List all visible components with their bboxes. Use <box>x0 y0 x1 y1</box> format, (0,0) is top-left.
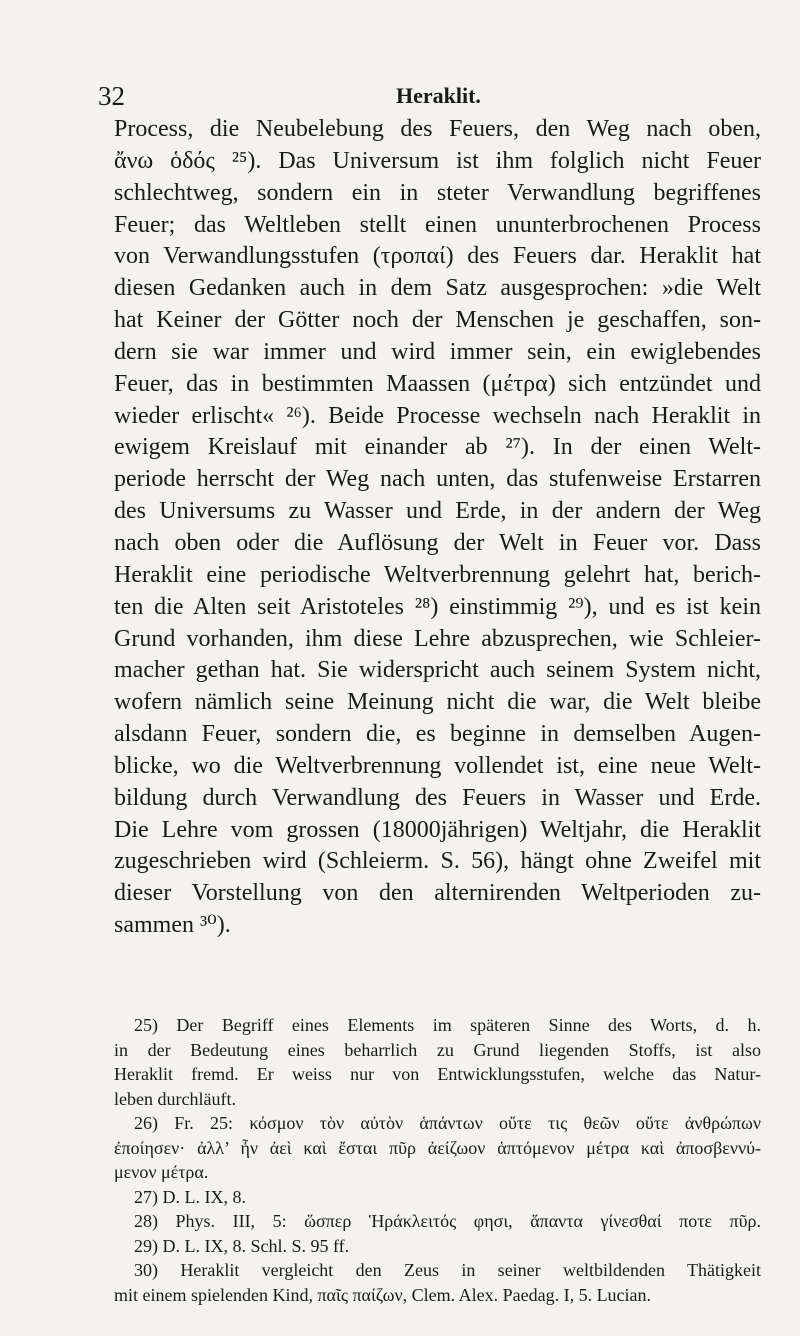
footnote-line: mit einem spielenden Kind, παῖς παίζων, Clem. Alex. Paedag. I, 5. Lucian. <box>114 1284 652 1305</box>
text-line: Grund vorhanden, ihm diese Lehre abzusprechen, wie Schleier- <box>114 625 761 652</box>
footnote-line: 28) Phys. III, 5: ὥσπερ Ἡράκλειτός φησι, ἅπαντα γίνεσθαί ποτε πῦρ. <box>134 1211 761 1231</box>
text-line: schlechtweg, sondern ein in steter Verwandlung begriffenes <box>114 179 761 206</box>
text-line: periode herrscht der Weg nach unten, das stufenweise Erstarren <box>114 466 761 493</box>
footnote-line: 26) Fr. 25: κόσμον τὸν αὐτὸν ἁπάντων οὔτε τις θεῶν οὔτε ἀνθρώπων <box>134 1113 761 1133</box>
text-line: Feuer, das in bestimmten Maassen (μέτρα) sich entzündet und <box>114 370 761 397</box>
text-line: ten die Alten seit Aristoteles ²⁸) einstimmig ²⁹), und es ist kein <box>114 593 761 620</box>
footnote-line: leben durchläuft. <box>114 1088 236 1109</box>
text-line: dieser Vorstellung von den alternirenden Weltperioden zu- <box>114 880 761 907</box>
text-line: Process, die Neubelebung des Feuers, den Weg nach oben, <box>114 116 761 142</box>
footnotes <box>114 1013 761 1307</box>
footnote-line: 27) D. L. IX, 8. <box>134 1186 246 1207</box>
text-line: ἄνω ὁδός ²⁵). Das Universum ist ihm folglich nicht Feuer <box>114 147 761 174</box>
text-line: des Universums zu Wasser und Erde, in der andern der Weg <box>114 498 761 525</box>
footnote-line: ἐποίησεν· ἀλλ’ ἦν ἀεὶ καὶ ἔσται πῦρ ἀείζωον ἁπτόμενον μέτρα καὶ ἀποσβεννύ- <box>114 1137 761 1158</box>
footnote-line: Heraklit fremd. Er weiss nur von Entwicklungsstufen, welche das Natur- <box>114 1064 761 1084</box>
footnote-line: 30) Heraklit vergleicht den Zeus in seiner weltbildenden Thätigkeit <box>134 1260 761 1280</box>
running-title: Heraklit. <box>396 83 481 108</box>
text-line: dern sie war immer und wird immer sein, ein ewiglebendes <box>114 338 761 365</box>
text-line: Heraklit eine periodische Weltverbrennung gelehrt hat, berich- <box>114 561 761 588</box>
text-line: wieder erlischt« ²⁶). Beide Processe wechseln nach Heraklit in <box>114 402 761 429</box>
text-line: ewigem Kreislauf mit einander ab ²⁷). In der einen Welt- <box>114 434 761 461</box>
text-line: Feuer; das Weltleben stellt einen ununterbrochenen Process <box>114 211 761 238</box>
text-line: von Verwandlungsstufen (τροπαί) des Feuers dar. Heraklit hat <box>114 243 761 270</box>
text-line: bildung durch Verwandlung des Feuers in Wasser und Erde. <box>114 784 761 811</box>
text-line: diesen Gedanken auch in dem Satz ausgesprochen: »die Welt <box>114 275 761 302</box>
text-line: sammen ³⁰). <box>114 912 231 939</box>
page-number: 32 <box>98 81 125 111</box>
footnote-line: 25) Der Begriff eines Elements im späteren Sinne des Worts, d. h. <box>134 1015 761 1035</box>
footnote-line: μενον μέτρα. <box>114 1162 209 1182</box>
text-line: macher gethan hat. Sie widerspricht auch seinem System nicht, <box>114 657 761 684</box>
text-line: zugeschrieben wird (Schleierm. S. 56), hängt ohne Zweifel mit <box>114 848 761 875</box>
text-line: hat Keiner der Götter noch der Menschen je geschaffen, son- <box>114 307 761 334</box>
text-line: blicke, wo die Weltverbrennung vollendet ist, eine neue Welt- <box>114 752 761 779</box>
text-line: wofern nämlich seine Meinung nicht die war, die Welt bleibe <box>114 689 761 716</box>
running-header <box>98 76 758 112</box>
text-line: nach oben oder die Auflösung der Welt in Feuer vor. Dass <box>114 529 761 556</box>
text-line: Die Lehre vom grossen (18000jährigen) Weltjahr, die Heraklit <box>114 816 761 843</box>
main-text <box>114 114 761 942</box>
footnote-line: in der Bedeutung eines beharrlich zu Grund liegenden Stoffs, ist also <box>114 1039 761 1060</box>
footnote-line: 29) D. L. IX, 8. Schl. S. 95 ff. <box>134 1235 350 1256</box>
text-line: alsdann Feuer, sondern die, es beginne in demselben Augen- <box>114 721 761 748</box>
